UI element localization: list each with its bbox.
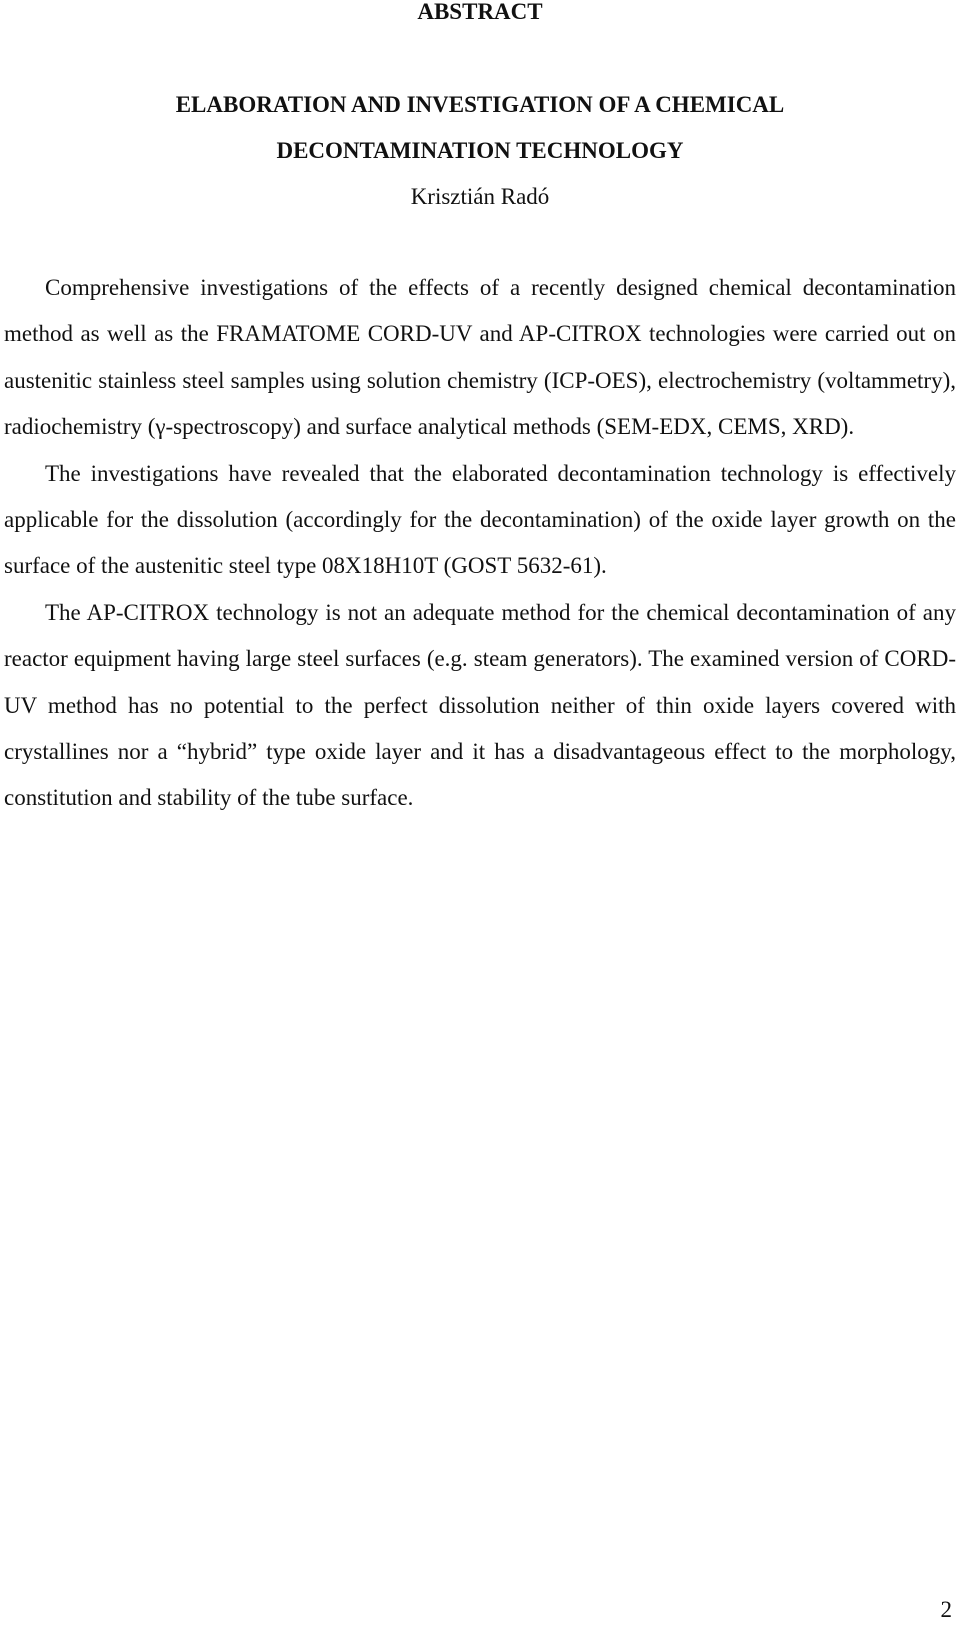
page-number: 2 [940, 1597, 952, 1622]
abstract-heading: ABSTRACT [417, 0, 543, 24]
document-title [0, 82, 960, 174]
abstract-paragraph-1: Comprehensive investigations of the effects of a recently designed chemical decontamination method as well as the FRAMATOME CORD-UV and AP-CITROX technologies were carried out on austenitic stainless steel samples using solution chemistry (ICP-OES), electrochemistry (voltammetry), radiochemistry (γ-spectroscopy) and surface analytical methods (SEM-EDX, CEMS, XRD). [4, 275, 956, 440]
abstract-body [4, 265, 956, 822]
author-name: Krisztián Radó [410, 184, 550, 209]
title-line-2: DECONTAMINATION TECHNOLOGY [276, 138, 684, 163]
title-line-1: ELABORATION AND INVESTIGATION OF A CHEMICAL [175, 92, 785, 117]
abstract-paragraph-3: The AP-CITROX technology is not an adequate method for the chemical decontamination of any reactor equipment having large steel surfaces (e.g. steam generators). The examined version of CORD-UV method has no potential to the perfect dissolution neither of thin oxide layers covered with crystallines nor a “hybrid” type oxide layer and it has a disadvantageous effect to the morphology, constitution and stability of the tube surface. [4, 599, 956, 811]
abstract-paragraph-2: The investigations have revealed that the elaborated decontamination technology is effectively applicable for the dissolution (accordingly for the decontamination) of the oxide layer growth on the surface of the austenitic steel type 08X18H10T (GOST 5632-61). [4, 460, 956, 579]
